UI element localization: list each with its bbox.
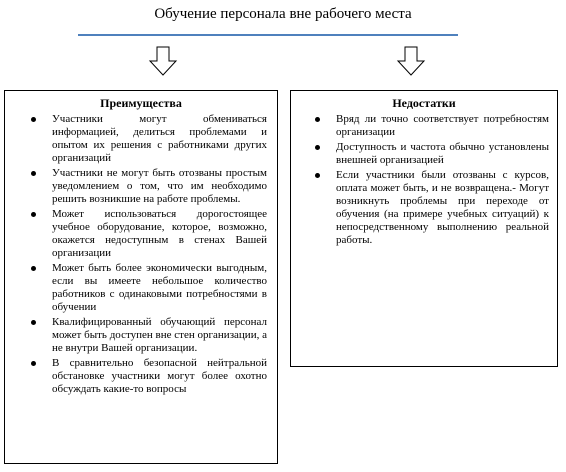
down-arrow-icon — [148, 46, 178, 76]
list-item-text: Квалифицированный обучающий персонал может быть доступен вне стен организации, а не внутри Вашей организации. — [52, 316, 267, 354]
list-item — [291, 169, 557, 247]
list-item — [5, 316, 277, 355]
disadvantages-box — [290, 90, 558, 367]
disadvantages-list — [291, 113, 557, 247]
disadvantages-heading: Недостатки — [392, 96, 456, 110]
list-item — [5, 167, 277, 206]
list-item — [5, 262, 277, 314]
list-item-text: Может использоваться дорогостоящее учебное оборудование, которое, возможно, окажется недоступным в стенах Вашей организации — [52, 208, 267, 259]
list-item-text: Вряд ли точно соответствует потребностям организации — [336, 113, 549, 138]
bullet-icon — [315, 117, 320, 122]
bullet-icon — [31, 171, 36, 176]
diagram-title: Обучение персонала вне рабочего места — [154, 6, 412, 22]
bullet-icon — [315, 145, 320, 150]
bullet-icon — [31, 266, 36, 271]
list-item-text: Может быть более экономически выгодным, если вы имеете небольшое количество работников с одинаковыми потребностями в обучении — [52, 262, 267, 313]
bullet-icon — [31, 361, 36, 366]
list-item — [291, 141, 557, 167]
down-arrow-icon — [396, 46, 426, 76]
list-item — [5, 113, 277, 165]
list-item — [5, 208, 277, 260]
bullet-icon — [31, 117, 36, 122]
title-underline — [78, 34, 458, 36]
list-item-text: Участники не могут быть отозваны простым уведомлением о том, что им необходимо решить возникшие на работе проблемы. — [52, 167, 267, 205]
list-item — [291, 113, 557, 139]
list-item-text: В сравнительно безопасной нейтральной обстановке участники могут более охотно обсуждать какие-то вопросы — [52, 357, 267, 395]
bullet-icon — [315, 173, 320, 178]
list-item-text: Если участники были отозваны с курсов, оплата может быть, и не возвращена.- Могут возникнуть проблемы при переходе от обучения (на примере учебных ситуаций) к непосредственному выполнению реальной работы. — [336, 169, 549, 246]
advantages-box — [4, 90, 278, 464]
list-item — [5, 357, 277, 396]
bullet-icon — [31, 212, 36, 217]
bullet-icon — [31, 320, 36, 325]
list-item-text: Участники могут обмениваться информацией, делиться проблемами и опытом их решения с работниками других организаций — [52, 113, 267, 164]
advantages-heading: Преимущества — [100, 96, 182, 110]
list-item-text: Доступность и частота обычно установлены внешней организацией — [336, 141, 549, 166]
advantages-list — [5, 113, 277, 396]
